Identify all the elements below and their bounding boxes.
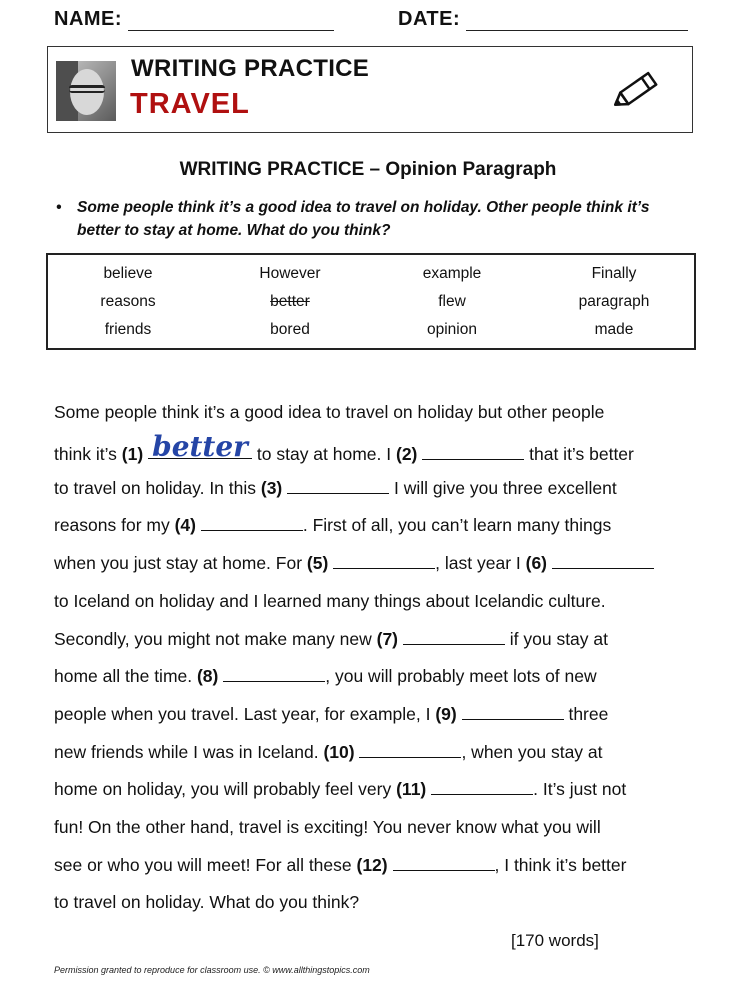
paragraph-line [54,742,603,763]
filled-answer[interactable]: better [148,436,252,459]
blank-number: (5) [306,553,329,573]
blank-number: (4) [174,515,196,535]
banner-title: WRITING PRACTICE [131,55,370,82]
answer-blank[interactable] [552,554,654,569]
word-bank-item: opinion [427,321,477,338]
paragraph-text: home on holiday, you will probably feel very [54,779,397,799]
word-bank-item: paragraph [578,293,650,310]
paragraph-text: Secondly, you might not make many new [54,629,377,649]
worksheet-subtitle: WRITING PRACTICE – Opinion Paragraph [179,159,557,180]
word-bank-item: bored [270,321,310,338]
paragraph-text: home all the time. [54,666,197,686]
paragraph-text: that it’s better [524,444,634,464]
date-blank[interactable] [466,12,688,31]
paragraph-text: see or who you will meet! For all these [54,855,357,875]
paragraph-text: , last year I [435,553,526,573]
date-field [398,8,688,31]
paragraph-line [54,553,654,574]
answer-blank[interactable] [333,554,435,569]
name-blank[interactable] [128,12,334,31]
paragraph-line [54,402,604,423]
answer-blank[interactable] [462,705,564,720]
paragraph-text: . First of all, you can’t learn many things [302,515,612,535]
paragraph-line [54,430,634,465]
word-bank-item: made [594,321,634,338]
paragraph-text: to stay at home. I [252,444,396,464]
answer-blank[interactable] [201,516,303,531]
paragraph-text: think it’s [54,444,122,464]
answer-blank[interactable] [422,445,524,460]
word-bank-item: example [422,265,482,282]
blank-number: (8) [196,666,219,686]
paragraph-text: Some people think it’s a good idea to travel on holiday but other people [54,402,605,422]
footer-permission: Permission granted to reproduce for classroom use. © www.allthingstopics.com [54,965,370,975]
word-bank-item: believe [103,265,153,282]
paragraph-line [54,855,626,876]
paragraph-line [54,892,359,913]
word-bank-item: However [259,265,321,282]
answer-blank[interactable] [431,780,533,795]
paragraph-text: I will give you three excellent [389,478,617,498]
paragraph-line [54,478,617,499]
banner [47,46,693,133]
blank-number: (2) [396,444,418,464]
paragraph-text: three [563,704,609,724]
blank-number: (12) [356,855,388,875]
answer-blank[interactable] [359,743,461,758]
answer-blank[interactable] [287,479,389,494]
answer-blank[interactable] [403,630,505,645]
paragraph-text: reasons for my [54,515,175,535]
paragraph-text: , when you stay at [461,742,603,762]
blank-number: (9) [435,704,457,724]
word-bank-item: Finally [591,265,637,282]
banner-topic: TRAVEL [130,88,250,120]
paragraph-text: if you stay at [504,629,608,649]
paragraph-line [54,704,608,725]
paragraph-text: fun! On the other hand, travel is exciting! You never know what you will [54,817,601,837]
word-bank-item: better [270,293,310,310]
name-field [54,8,334,31]
word-bank-item: reasons [100,293,156,310]
paragraph-text: when you just stay at home. For [54,553,307,573]
paragraph-line [54,629,608,650]
teacher-photo [56,61,116,121]
paragraph-line [54,515,611,536]
date-label: DATE: [398,8,461,30]
blank-number: (7) [376,629,399,649]
answer-blank[interactable] [223,667,325,682]
blank-number: (1) [121,444,144,464]
paragraph-line [54,666,597,687]
word-bank [46,253,696,350]
paragraph-text: to travel on holiday. What do you think? [54,892,360,912]
word-count: [170 words] [511,931,599,950]
word-bank-item: friends [104,321,152,338]
answer-blank[interactable] [393,856,495,871]
word-bank-item: flew [438,293,466,310]
paragraph-text: to travel on holiday. In this [54,478,261,498]
paragraph-line [54,591,606,612]
paragraph-text: , you will probably meet lots of new [325,666,597,686]
paragraph-line [54,817,601,838]
paragraph-text: to Iceland on holiday and I learned many things about Icelandic culture. [54,591,606,611]
blank-number: (10) [323,742,355,762]
blank-number: (3) [260,478,283,498]
paragraph-line [54,779,626,800]
blank-number: (6) [525,553,548,573]
prompt-text: Some people think it’s a good idea to travel on holiday. Other people think it’s better to stay at home. What do you think? [77,199,650,239]
bullet-icon: • [56,199,62,216]
paragraph-text: , I think it’s better [494,855,627,875]
paragraph-text: new friends while I was in Iceland. [54,742,324,762]
pencil-icon [608,65,668,115]
paragraph-text: . It’s just not [533,779,627,799]
name-label: NAME: [54,8,123,30]
blank-number: (11) [396,779,427,799]
paragraph-text: people when you travel. Last year, for example, I [54,704,436,724]
